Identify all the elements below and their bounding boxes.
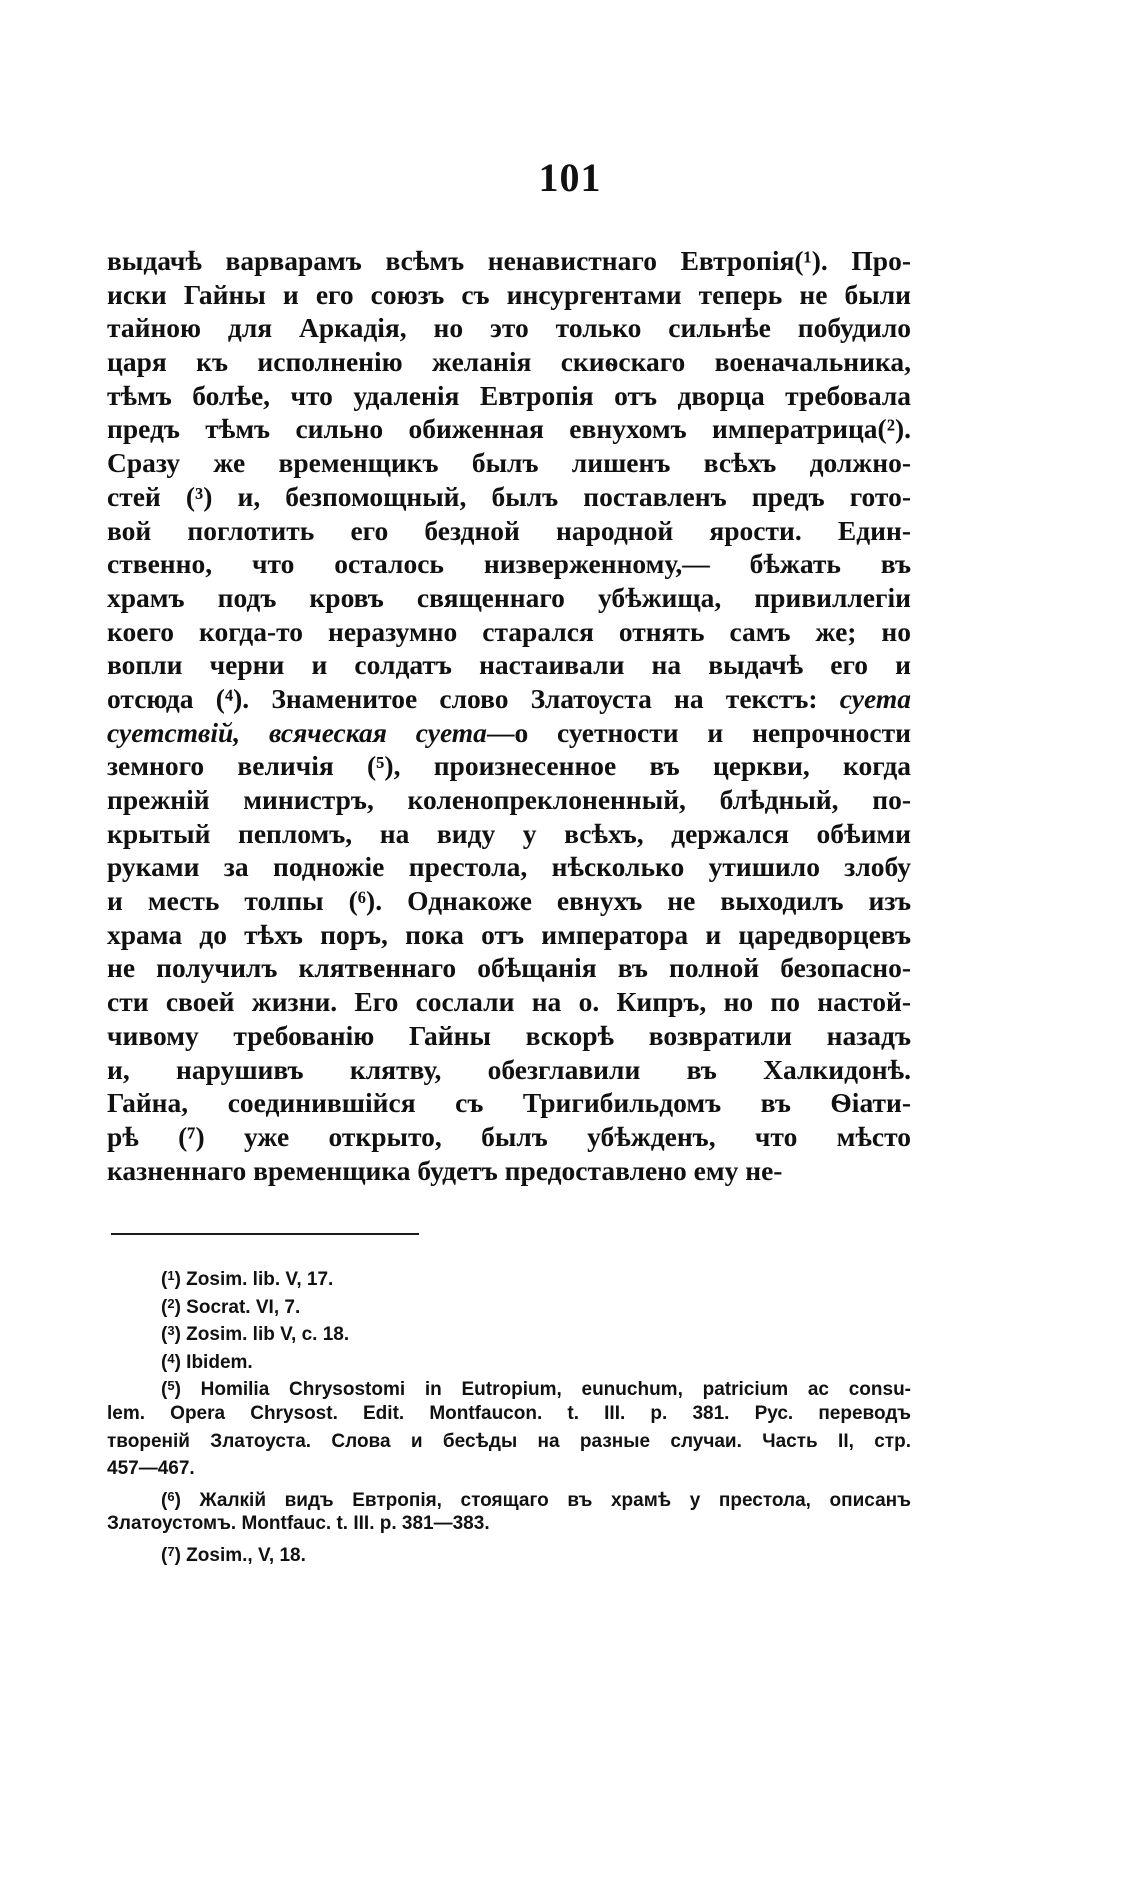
page-number: 101 bbox=[538, 155, 602, 200]
text-line: иски Гайны и его союзъ съ инсургентами теперь не были bbox=[107, 278, 911, 310]
footnotes bbox=[107, 1262, 911, 1566]
text-line: руками за подножіе престола, нѣсколько утишило злобу bbox=[107, 851, 911, 883]
footnote-4: ($^4$) Ibidem. bbox=[161, 1350, 253, 1373]
footnote-7: ($^7$) Zosim., V, 18. bbox=[161, 1543, 306, 1566]
footnote-2: ($^2$) Socrat. VI, 7. bbox=[161, 1295, 301, 1318]
footnote-6-cont: Златоустомъ. Montfauc. t. III. p. 381—383. bbox=[107, 1513, 490, 1535]
quote-italic: суетствій, всяческая суета bbox=[107, 716, 487, 748]
text-line: крытый пепломъ, на виду у всѣхъ, держался обѣими bbox=[107, 817, 911, 849]
text-line: прежній министръ, коленопреклоненный, блѣдный, по- bbox=[107, 784, 911, 815]
text-line: тѣмъ болѣе, что удаленія Евтропія отъ дворца требовала bbox=[107, 379, 911, 411]
footnote-mark: 3 bbox=[167, 1323, 175, 1339]
footnote-5-cont: твореній Златоуста. Слова и бесѣды на разные случаи. Часть II, стр. bbox=[107, 1430, 911, 1452]
quote-italic: суета bbox=[839, 682, 911, 714]
text-line: храмъ подъ кровъ священнаго убѣжища, привиллегіи bbox=[107, 581, 911, 613]
footnote-mark: 2 bbox=[167, 1295, 175, 1311]
text-line: Сразу же временщикъ былъ лишенъ всѣхъ должно- bbox=[107, 447, 911, 479]
footnote-1: ($^1$) Zosim. lib. V, 17. bbox=[161, 1268, 334, 1290]
text-line: стей (³) и, безпомощный, былъ поставленъ предъ гото- bbox=[107, 480, 911, 512]
footnote-5-cont: 457—467. bbox=[107, 1458, 195, 1480]
text-line: храма до тѣхъ поръ, пока отъ императора и царедворцевъ bbox=[107, 918, 911, 950]
text-line: чивому требованію Гайны вскорѣ возвратили назадъ bbox=[107, 1019, 911, 1051]
text-line: и месть толпы (⁶). Однакоже евнухъ не выходилъ изъ bbox=[107, 885, 911, 917]
text-line: вопли черни и солдатъ настаивали на выдачѣ его и bbox=[107, 649, 911, 681]
main-text bbox=[107, 244, 911, 1187]
footnote-5: ($^5$) Homilia Chrysostomi in Eutropium, eunuchum, patricium ac consu- bbox=[161, 1378, 911, 1400]
text-line: не получилъ клятвеннаго обѣщанія въ полной безопасно- bbox=[107, 952, 911, 984]
footnote-mark: 5 bbox=[167, 1378, 175, 1394]
footnote-divider bbox=[111, 1233, 419, 1235]
text-line: вой поглотить его бездной народной ярости. Един- bbox=[107, 514, 911, 546]
text-line: сти своей жизни. Его сослали на о. Кипръ, но по настой- bbox=[107, 986, 911, 1018]
text-line: Гайна, соединившійся съ Тригибильдомъ въ Ѳіати- bbox=[107, 1087, 911, 1119]
text-line: отсюда (⁴). Знаменитое слово Златоуста на текстъ: суета bbox=[107, 682, 911, 714]
footnote-mark: 6 bbox=[167, 1488, 175, 1504]
text-line: ственно, что осталось низверженному,— бѣжать въ bbox=[107, 548, 911, 580]
footnote-mark: 4 bbox=[167, 1350, 175, 1366]
footnote-3: ($^3$) Zosim. lib V, c. 18. bbox=[161, 1323, 350, 1345]
text-line: казненнаго временщика будетъ предоставлено ему не- bbox=[107, 1154, 783, 1186]
text-line: предъ тѣмъ сильно обиженная евнухомъ императрица(²). bbox=[107, 413, 911, 445]
text-line: земного величія (⁵), произнесенное въ церкви, когда bbox=[107, 750, 911, 782]
text-line: суетствій, всяческая суета—о суетности и непрочности bbox=[107, 716, 911, 748]
text-line: царя къ исполненію желанія скиѳскаго военачальника, bbox=[107, 346, 911, 378]
text-line: коего когда-то неразумно старался отнять самъ же; но bbox=[107, 615, 911, 647]
footnote-mark: 1 bbox=[167, 1268, 175, 1283]
text-line: рѣ (⁷) уже открыто, былъ убѣжденъ, что мѣсто bbox=[107, 1120, 911, 1152]
footnote-6: ($^6$) Жалкій видъ Евтропія, стоящаго въ храмѣ у престола, описанъ bbox=[161, 1488, 911, 1511]
text-line: выдачѣ варварамъ всѣмъ ненавистнаго Евтропія(¹). Про- bbox=[107, 245, 911, 276]
footnote-5-cont: lem. Opera Chrysost. Edit. Montfaucon. t. III. p. 381. Рус. переводъ bbox=[107, 1402, 911, 1424]
text-line: и, нарушивъ клятву, обезглавили въ Халкидонѣ. bbox=[107, 1053, 911, 1085]
text-line: тайною для Аркадія, но это только сильнѣе побудило bbox=[107, 312, 911, 344]
footnote-mark: 7 bbox=[167, 1543, 175, 1559]
